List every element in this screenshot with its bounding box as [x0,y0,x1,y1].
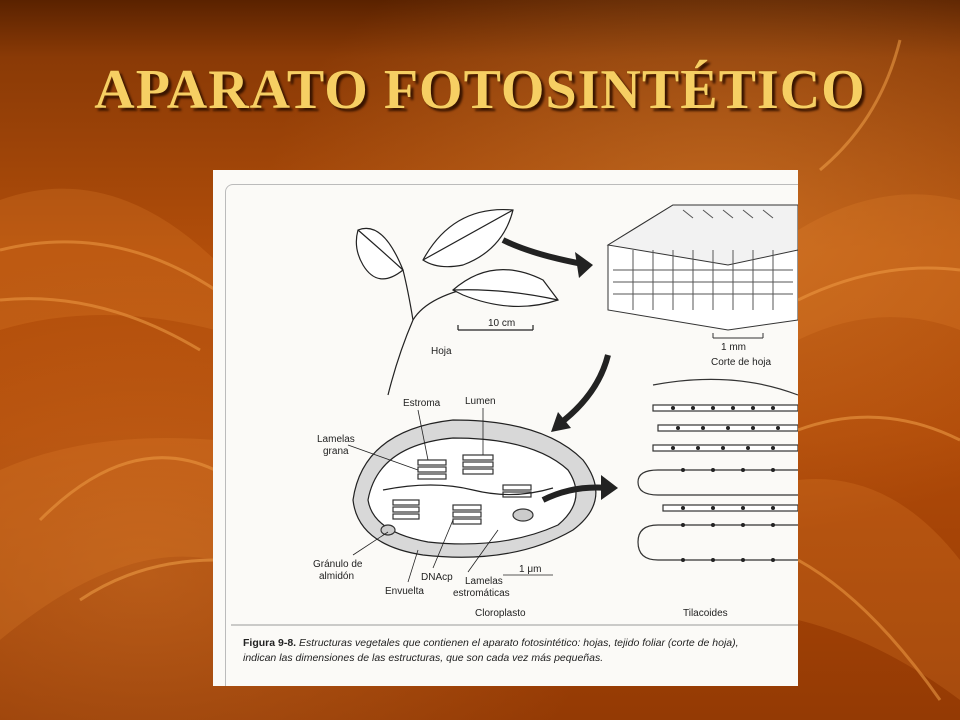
lamelas-estromaticas-label-line1: Lamelas [465,576,503,587]
chloroplast-scale-label: 1 μm [519,564,542,575]
chloroplast-drawing [353,420,596,557]
caption-text-line-1: Estructuras vegetales que contienen el aparato fotosintético: hojas, tejido foliar (corte de hoja), [296,637,739,649]
caption-figure-number: Figura 9-8. [243,637,297,649]
section-scale-label: 1 mm [721,342,746,353]
envuelta-label: Envuelta [385,586,424,597]
caption-line-1 [243,636,798,651]
estroma-label: Estroma [403,398,441,409]
arrow-section-to-chloroplast [558,355,608,425]
lamelas-grana-label-line1: Lamelas [317,434,355,445]
figure-illustration [213,170,798,630]
thylakoid-label: Tilacoides [683,608,728,619]
leaf-scale-label: 10 cm [488,318,516,329]
textbook-figure [213,170,798,686]
leaf-drawing [356,210,558,395]
granulo-label-line1: Gránulo de [313,559,363,570]
granulo-label-line2: almidón [319,571,355,582]
leaf-section-drawing [608,205,798,338]
figure-caption [243,636,798,666]
leaf-label: Hoja [431,346,452,357]
dnacp-label: DNAcp [421,572,453,583]
lumen-label: Lumen [465,396,496,407]
chloroplast-label: Cloroplasto [475,608,526,619]
lamelas-estromaticas-label-line2: estromáticas [453,588,510,599]
slide-title: APARATO FOTOSINTÉTICO [94,59,866,121]
caption-line-2: indican las dimensiones de las estructuras, que son cada vez más pequeñas. [243,652,604,664]
section-label: Corte de hoja [711,357,772,368]
lamelas-grana-label-line2: grana [323,446,349,457]
